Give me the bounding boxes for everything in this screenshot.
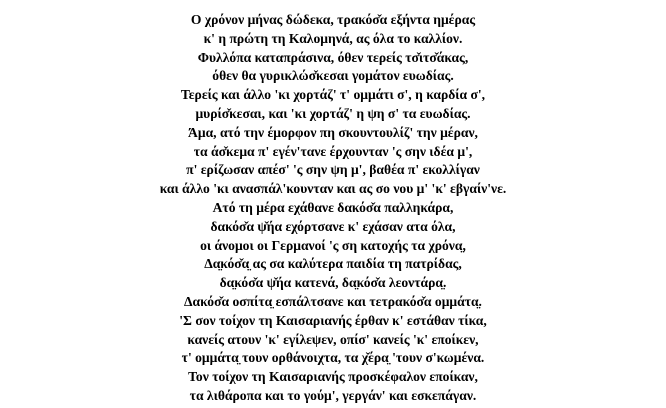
poem-line-4: όθεν θα γυρικλώσ̌κεσαι γομάτον ευωδίας. xyxy=(212,68,454,84)
poem-line-12: δακόσ̌α ψ̌ήα εχόρτσανε κ' εχάσαν ατα όλα, xyxy=(210,218,456,234)
poem-line-18: κανείς ατουν 'κ' εγίλεψεν, οπίσ' κανείς 'κ' εποίκεν, xyxy=(187,331,479,347)
poem-line-8: τα άσ̌κεμα π' εγέν'τανε έρχουνταν 'ς σην ιδέα μ', xyxy=(193,143,473,159)
poem-line-20: Τον τοίχον τη Καισαριανής προσκέφαλον εποίκαν, xyxy=(188,369,478,385)
poem-line-6: μυρίσ̌κεσαι, και 'κι χορτάζ' η ψη σ' τα ευωδίας. xyxy=(195,105,471,121)
poem-line-3: Φυλλόπα καταπράσινα, όθεν τερείς τσ̌ιτσ̌άκας, xyxy=(197,49,469,65)
poem-line-2: κ' η πρώτη τη Καλομηνά, ας όλα το καλλίον. xyxy=(203,30,463,46)
poem-line-19: τ' ομμάτα̤ τουν ορθάνοιχτα, τα χ̌έρα̤ 'τουν σ'κωμένα. xyxy=(181,350,485,366)
poem-line-15: δα̤κόσ̌α ψ̌ήα κατενά, δα̤κόσ̌α λεοντάρα̤. xyxy=(219,275,447,291)
poem-line-13: οι άνομοι οι Γερμανοί 'ς ση κατοχής τα χρόνα̤, xyxy=(200,237,466,253)
poem-line-11: Ατό τη μέρα εχάθανε δακόσ̌α παλληκάρα, xyxy=(212,199,454,215)
poem-text xyxy=(0,11,666,406)
poem-line-1: Ο χρόνον μήνας δώδεκα, τρακόσ̌α εξήντα ημέρας xyxy=(190,12,476,27)
poem-line-7: Άμα, ατό την έμορφον πη σκουντουλίζ' την μέραν, xyxy=(188,124,478,140)
poem-line-14: Δα̤κόσ̌α̤ ας σα καλύτερα παιδία τη πατρίδας, xyxy=(204,256,462,272)
poem-line-9: π' ερίζωσαν απέσ' 'ς σην ψη μ', βαθέα π' εκολλίγαν xyxy=(186,162,480,178)
poem-line-17: 'Σ σον τοίχον τη Καισαριανής έρθαν κ' εστάθαν τίκα, xyxy=(179,312,487,328)
poem-line-21: τα λιθάροπα και το γούμ', γεργάν' και εσκεπάγαν. xyxy=(189,387,477,403)
poem-line-5: Τερείς και άλλο 'κι χορτάζ' τ' ομμάτι σ', η καρδία σ', xyxy=(180,87,486,103)
poem-line-16: Δακόσ̌α οσπίτα̤ εσπάλτσανε και τετρακόσ̌α ομμάτα̤. xyxy=(184,293,482,309)
poem-line-10: και άλλο 'κι ανασπάλ'κουνταν και ας σο νου μ' 'κ' εβγαίν'νε. xyxy=(159,181,507,197)
